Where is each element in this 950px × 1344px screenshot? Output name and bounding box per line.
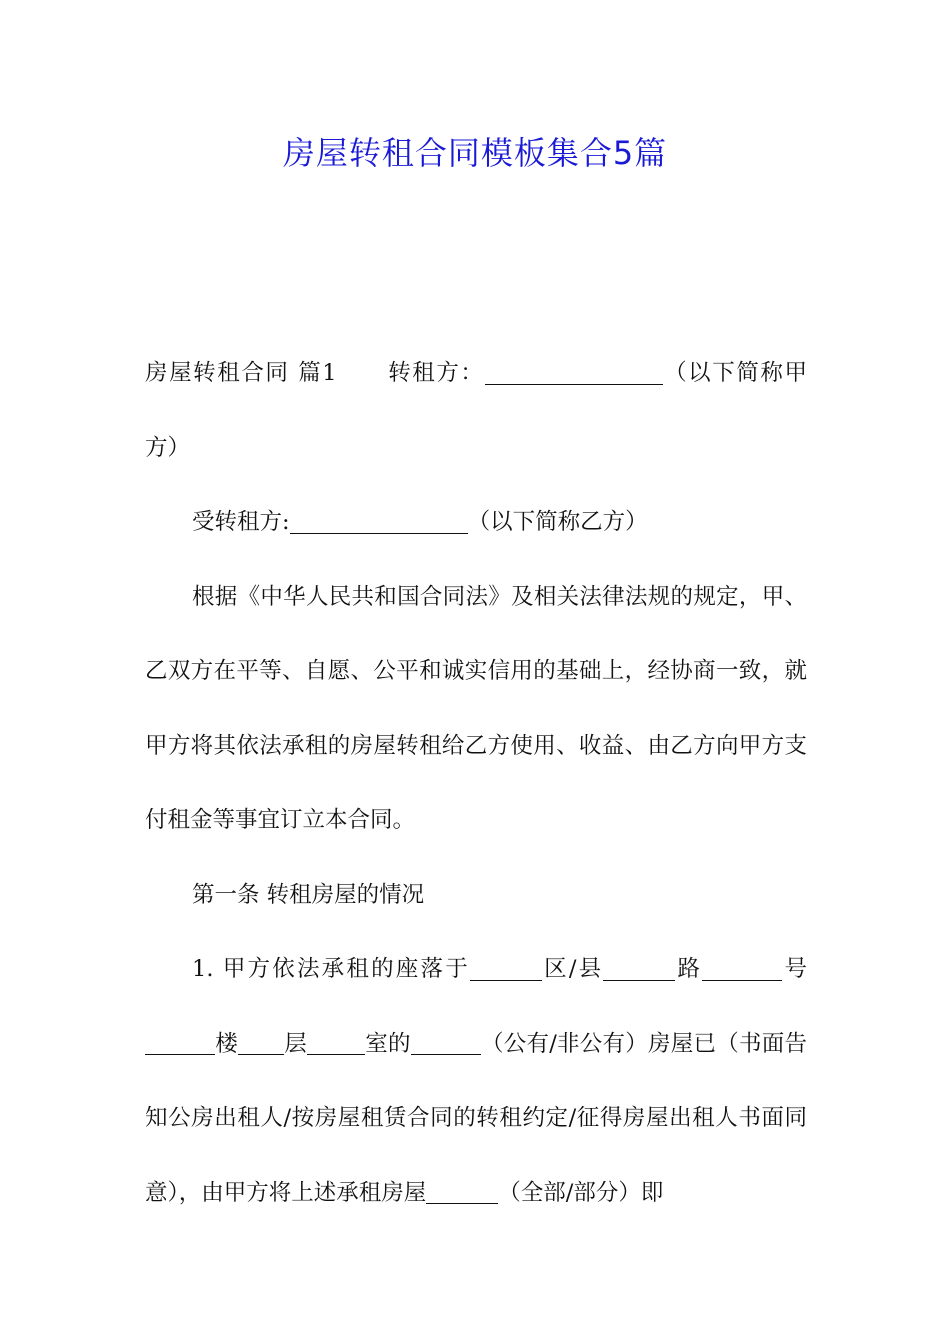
document-title: 房屋转租合同模板集合5篇 bbox=[282, 134, 668, 172]
section-heading: 房屋转租合同 篇1 bbox=[145, 360, 337, 386]
article-1-heading: 第一条 转租房屋的情况 bbox=[192, 881, 425, 908]
sublessor-blank bbox=[485, 361, 663, 385]
clause-text: （公有/非公有）房屋已（书面告知公房出租人/按房屋租赁合同的转租约定/征得房屋出租人书面同意），由甲方将上述承租房屋 bbox=[145, 1030, 807, 1206]
paragraph-intro bbox=[145, 336, 807, 485]
clause-text: 室的 bbox=[365, 1030, 411, 1057]
ownership-blank bbox=[411, 1032, 481, 1056]
sublessor-label: 转租方： bbox=[386, 360, 485, 386]
sublessee-label: 受转租方: bbox=[192, 509, 290, 535]
sublessee-suffix: （以下简称乙方） bbox=[467, 509, 648, 535]
scope-blank bbox=[426, 1181, 498, 1205]
district-blank bbox=[470, 957, 542, 981]
clause-text: 楼 bbox=[215, 1030, 238, 1057]
sublessee-blank bbox=[290, 510, 468, 534]
clause-text: （全部/部分）即 bbox=[498, 1179, 664, 1206]
sublessor-suffix: （以下简称甲方） bbox=[145, 360, 807, 461]
paragraph-sublessee bbox=[145, 485, 807, 560]
road-blank bbox=[603, 957, 675, 981]
number-blank bbox=[702, 957, 782, 981]
room-blank bbox=[307, 1032, 365, 1056]
building-blank bbox=[145, 1032, 215, 1056]
document-body bbox=[145, 336, 807, 1230]
clause-text: 层 bbox=[284, 1030, 307, 1057]
clause-text: 号 bbox=[782, 956, 807, 982]
clause-text: 1. 甲方依法承租的座落于 bbox=[192, 956, 470, 982]
paragraph-article-1-item-1 bbox=[145, 932, 807, 1230]
clause-text: 区/县 bbox=[541, 956, 604, 982]
floor-blank bbox=[238, 1032, 284, 1056]
paragraph-preamble: 根据《中华人民共和国合同法》及相关法律法规的规定，甲、乙双方在平等、自愿、公平和诚实信用的基础上，经协商一致，就甲方将其依法承租的房屋转租给乙方使用、收益、由乙方向甲方支付租金等事宜订立本合同。 bbox=[145, 583, 807, 833]
clause-text: 路 bbox=[675, 956, 703, 982]
